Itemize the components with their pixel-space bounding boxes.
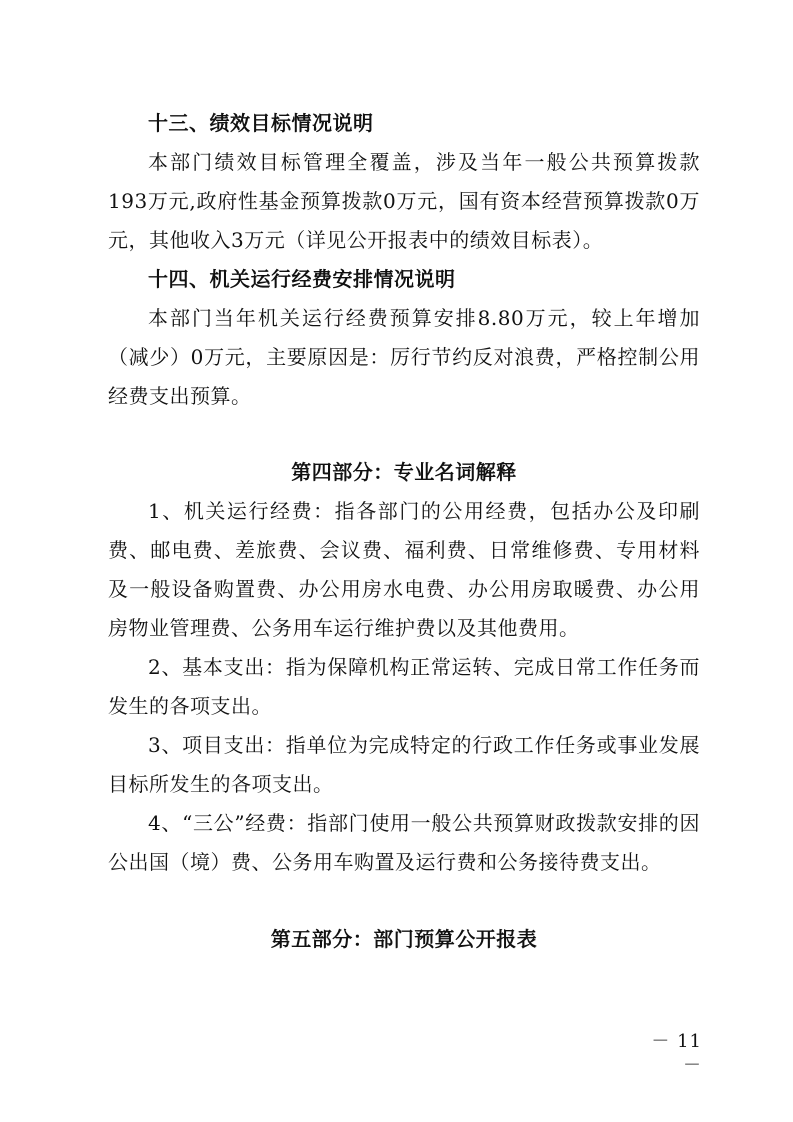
section-13-body: 本部门绩效目标管理全覆盖，涉及当年一般公共预算拨款193万元,政府性基金预算拨款0万元，国有资本经营预算拨款0万元，其他收入3万元（详见公开报表中的绩效目标表）。 (108, 150, 700, 252)
spacer (108, 416, 700, 453)
section-13-heading: 十三、绩效目标情况说明 (148, 111, 374, 135)
spacer (108, 882, 700, 920)
page-number: － 11 － (651, 1031, 702, 1076)
term-item-1: 1、机关运行经费：指各部门的公用经费，包括办公及印刷费、邮电费、差旅费、会议费、福利费、日常维修费、专用材料及一般设备购置费、办公用房水电费、办公用房取暖费、办公用房物业管理费、公务用车运行维护费以及其他费用。 (108, 499, 700, 640)
term-item-3: 3、项目支出：指单位为完成特定的行政工作任务或事业发展目标所发生的各项支出。 (108, 733, 700, 796)
section-14-heading: 十四、机关运行经费安排情况说明 (148, 267, 456, 291)
page-content (108, 104, 700, 959)
term-item-2: 2、基本支出：指为保障机构正常运转、完成日常工作任务而发生的各项支出。 (108, 655, 700, 718)
section-14-body: 本部门当年机关运行经费预算安排8.80万元，较上年增加（减少）0万元，主要原因是：厉行节约反对浪费，严格控制公用经费支出预算。 (108, 306, 700, 408)
part-4-title: 第四部分：专业名词解释 (291, 460, 517, 484)
term-item-4: 4、“三公”经费：指部门使用一般公共预算财政拨款安排的因公出国（境）费、公务用车购置及运行费和公务接待费支出。 (108, 811, 700, 874)
part-5-title: 第五部分：部门预算公开报表 (270, 927, 538, 951)
